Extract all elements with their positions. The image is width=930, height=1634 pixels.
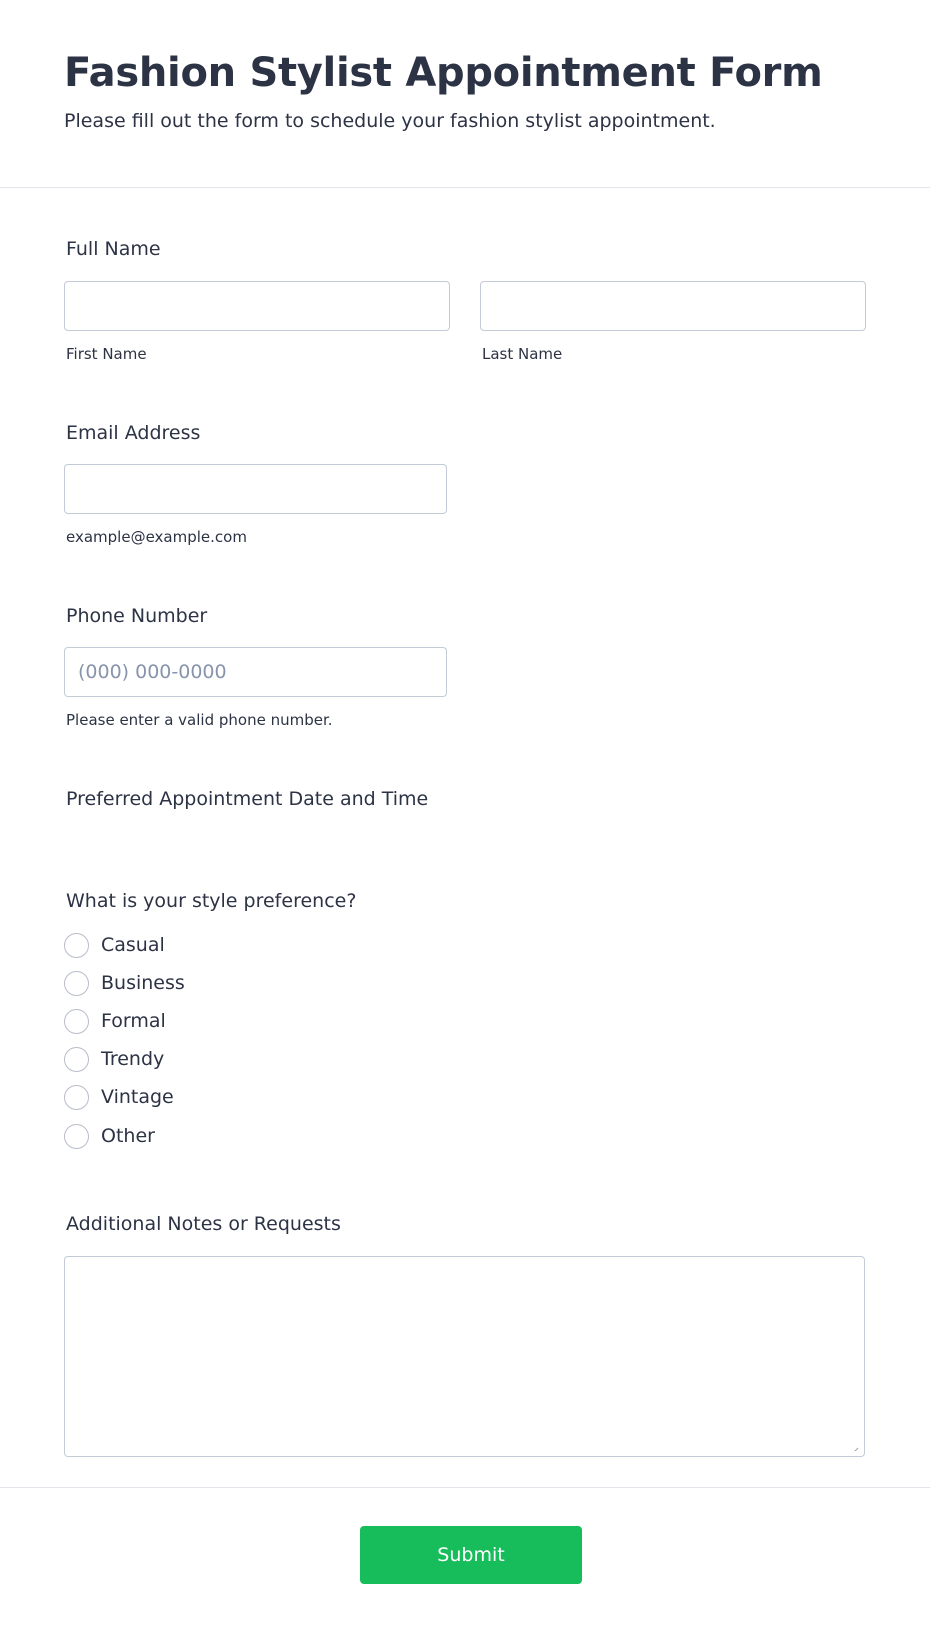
radio-button[interactable] bbox=[64, 971, 89, 996]
radio-label: Formal bbox=[101, 1010, 166, 1032]
style-preference-label: What is your style preference? bbox=[66, 890, 357, 912]
form-subtitle: Please fill out the form to schedule your fashion stylist appointment. bbox=[64, 110, 716, 132]
radio-label: Vintage bbox=[101, 1086, 174, 1108]
radio-button[interactable] bbox=[64, 1047, 89, 1072]
email-label: Email Address bbox=[66, 422, 201, 444]
first-name-input[interactable] bbox=[64, 281, 450, 331]
notes-textarea[interactable] bbox=[64, 1256, 865, 1457]
radio-button[interactable] bbox=[64, 1085, 89, 1110]
radio-button[interactable] bbox=[64, 1124, 89, 1149]
radio-option-casual[interactable] bbox=[64, 932, 165, 958]
last-name-input[interactable] bbox=[480, 281, 866, 331]
phone-input[interactable] bbox=[64, 647, 447, 697]
radio-button[interactable] bbox=[64, 1009, 89, 1034]
radio-option-vintage[interactable] bbox=[64, 1084, 174, 1110]
radio-label: Business bbox=[101, 972, 185, 994]
radio-button[interactable] bbox=[64, 933, 89, 958]
radio-label: Other bbox=[101, 1125, 155, 1147]
radio-option-formal[interactable] bbox=[64, 1008, 166, 1034]
appointment-label: Preferred Appointment Date and Time bbox=[66, 788, 429, 810]
radio-option-business[interactable] bbox=[64, 970, 185, 996]
email-sublabel: example@example.com bbox=[66, 528, 247, 546]
first-name-sublabel: First Name bbox=[66, 345, 147, 363]
radio-option-other[interactable] bbox=[64, 1123, 155, 1149]
radio-option-trendy[interactable] bbox=[64, 1046, 164, 1072]
email-input[interactable] bbox=[64, 464, 447, 514]
form-header bbox=[0, 0, 930, 188]
submit-button[interactable]: Submit bbox=[360, 1526, 582, 1584]
form-title: Fashion Stylist Appointment Form bbox=[64, 50, 823, 96]
footer-divider bbox=[0, 1487, 930, 1488]
notes-label: Additional Notes or Requests bbox=[66, 1213, 341, 1235]
radio-label: Trendy bbox=[101, 1048, 165, 1070]
full-name-label: Full Name bbox=[66, 238, 161, 260]
radio-label: Casual bbox=[101, 934, 165, 956]
resize-handle-icon[interactable] bbox=[849, 1441, 859, 1451]
phone-label: Phone Number bbox=[66, 605, 208, 627]
phone-sublabel: Please enter a valid phone number. bbox=[66, 711, 333, 729]
last-name-sublabel: Last Name bbox=[482, 345, 563, 363]
